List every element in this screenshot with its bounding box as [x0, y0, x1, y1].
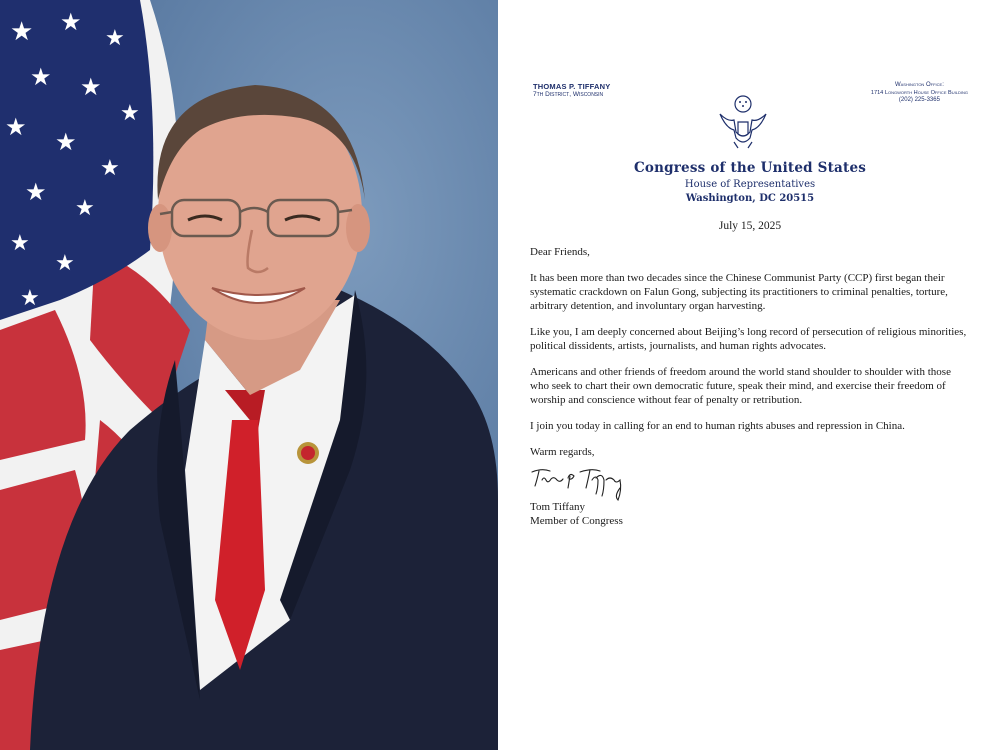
salutation: Dear Friends, — [530, 246, 590, 258]
svg-text:★: ★ — [100, 156, 120, 181]
svg-text:★: ★ — [30, 63, 52, 91]
body-paragraph: Like you, I am deeply concerned about Beijing’s long record of persecution of religious minorities, political dissidents, artists, journalists, and human rights advocates. — [530, 326, 967, 352]
office-address: 1714 Longworth House Office Building — [870, 89, 968, 96]
svg-text:★: ★ — [75, 196, 95, 221]
office-phone: (202) 225-3365 — [898, 97, 940, 104]
letter-page — [500, 0, 1000, 750]
letterhead-office — [871, 82, 968, 105]
office-label: Washington Office: — [894, 82, 944, 88]
handwritten-signature — [530, 466, 630, 502]
portrait-illustration — [0, 0, 498, 750]
signature-block — [530, 501, 623, 529]
letterhead-member — [533, 82, 610, 100]
svg-text:★: ★ — [25, 178, 47, 206]
svg-text:★: ★ — [10, 231, 30, 256]
institution-location: Washington, DC 20515 — [685, 193, 815, 204]
institution-title: Congress of the United States — [633, 160, 867, 176]
svg-text:★: ★ — [55, 128, 77, 156]
signer-name: Tom Tiffany — [530, 501, 585, 513]
svg-text:★: ★ — [55, 251, 75, 276]
svg-text:★: ★ — [105, 26, 125, 51]
body-paragraph: I join you today in calling for an end to human rights abuses and repression in China. — [530, 420, 905, 433]
member-district: 7th District, Wisconsin — [533, 91, 604, 99]
svg-text:★: ★ — [10, 17, 34, 47]
body-paragraph: Americans and other friends of freedom around the world stand shoulder to shoulder with those who seek to chart their own democratic future, speak their mind, and exercise their freedom of worship and conscience without fear of penalty or retribution. — [530, 366, 951, 406]
signer-title: Member of Congress — [530, 514, 623, 527]
svg-text:★: ★ — [120, 101, 140, 126]
body-paragraph: It has been more than two decades since the Chinese Communist Party (CCP) first began their systematic crackdown on Falun Gong, subjecting its practitioners to criminal penalties, torture, arbitrary detention, and involuntary organ harvesting. — [530, 272, 948, 312]
institution-chamber: House of Representatives — [684, 179, 816, 190]
letter-body — [530, 246, 970, 473]
svg-text:★: ★ — [20, 286, 40, 311]
letter-date: July 15, 2025 — [718, 220, 782, 232]
house-seal-icon — [714, 92, 772, 152]
svg-text:★: ★ — [5, 113, 27, 141]
svg-text:★: ★ — [60, 8, 82, 36]
member-name: THOMAS P. TIFFANY — [533, 82, 611, 91]
svg-text:★: ★ — [80, 73, 102, 101]
portrait-photo — [0, 0, 498, 750]
complimentary-close: Warm regards, — [530, 446, 595, 459]
